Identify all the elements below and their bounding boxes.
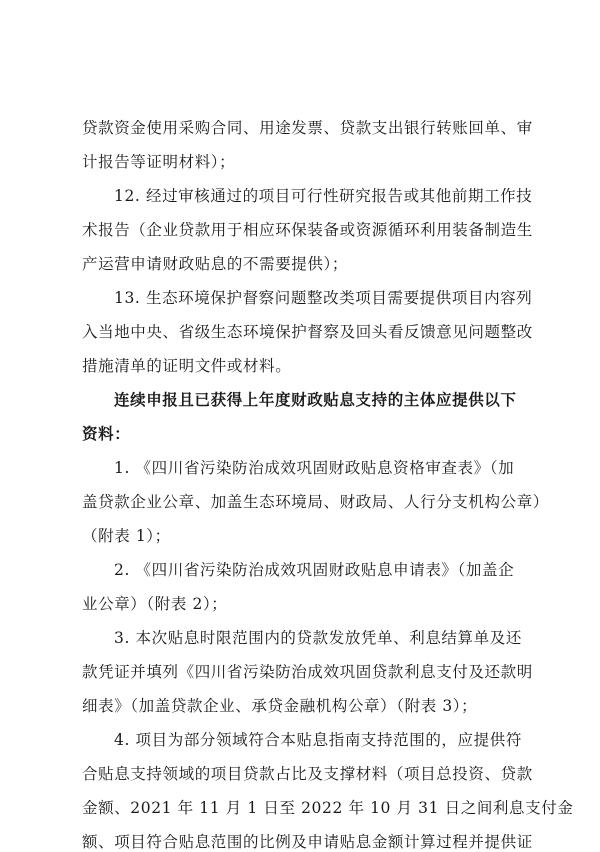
text-line: 额、项目符合贴息范围的比例及申请贴息金额计算过程并提供证 <box>82 833 533 851</box>
text-line: 2. 《四川省污染防治成效巩固财政贴息申请表》（加盖企 <box>114 561 515 579</box>
text-line: 盖贷款企业公章、加盖生态环境局、财政局、人行分支机构公章） <box>82 493 549 511</box>
text-line: 贷款资金使用采购合同、用途发票、贷款支出银行转账回单、审 <box>82 119 533 137</box>
text-line: 措施清单的证明文件或材料。 <box>82 357 292 375</box>
text-line: 细表》（加盖贷款企业、承贷金融机构公章）（附表 3）； <box>82 697 478 715</box>
text-line: 12. 经过审核通过的项目可行性研究报告或其他前期工作技 <box>114 187 533 205</box>
text-line: （附表 1）； <box>82 527 171 545</box>
text-line: 4. 项目为部分领域符合本贴息指南支持范围的，应提供符 <box>114 731 522 749</box>
text-line: 款凭证并填列《四川省污染防治成效巩固贷款利息支付及还款明 <box>82 663 533 681</box>
text-line: 术报告（企业贷款用于相应环保装备或资源循环利用装备制造生 <box>82 221 533 239</box>
text-line: 入当地中央、省级生态环境保护督察及回头看反馈意见问题整改 <box>82 323 533 341</box>
text-line-bold: 资料： <box>82 424 131 443</box>
text-line: 1. 《四川省污染防治成效巩固财政贴息资格审查表》（加 <box>114 459 515 477</box>
text-line-bold: 连续申报且已获得上年度财政贴息支持的主体应提供以下 <box>114 390 517 409</box>
text-line: 产运营申请财政贴息的不需要提供）； <box>82 255 348 273</box>
text-line: 金额、2021 年 11 月 1 日至 2022 年 10 月 31 日之间利息支付金 <box>82 799 574 817</box>
text-line: 计报告等证明材料）； <box>82 153 236 171</box>
text-line: 合贴息支持领域的项目贷款占比及支撑材料（项目总投资、贷款 <box>82 765 533 783</box>
text-line: 3. 本次贴息时限范围内的贷款发放凭单、利息结算单及还 <box>114 629 522 647</box>
text-line: 13. 生态环境保护督察问题整改类项目需要提供项目内容列 <box>114 289 533 307</box>
text-line: 业公章）（附表 2）； <box>82 595 228 613</box>
